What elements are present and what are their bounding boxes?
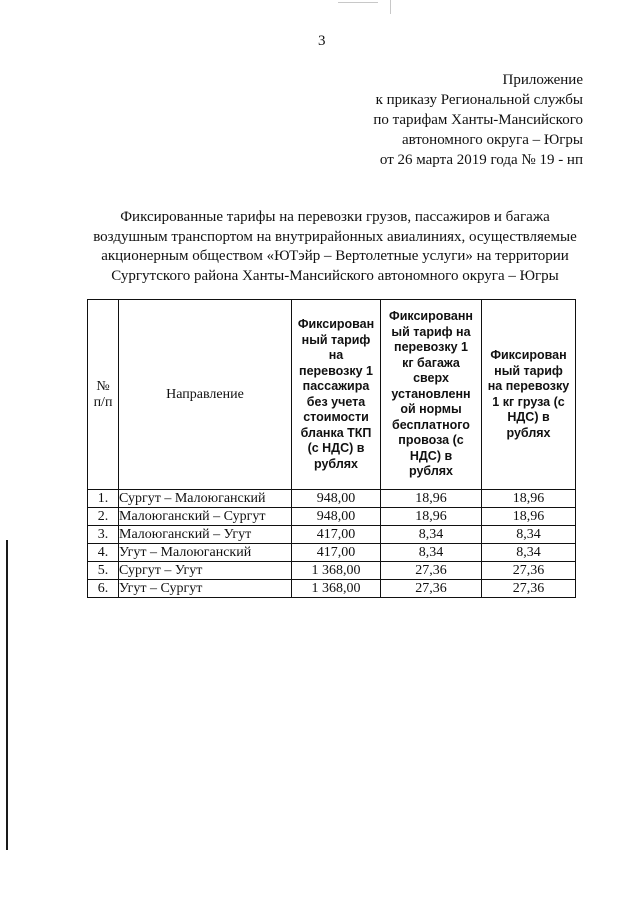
appendix-line: по тарифам Ханты-Мансийского [373,112,583,128]
header-line: рублях [408,464,454,479]
header-line: ный тариф [301,332,371,347]
header-line: бланка ТКП [300,425,372,440]
row-cargo-tariff: 27,36 [482,580,576,598]
header-line: (с НДС) в [307,441,365,455]
table-row [88,580,576,598]
header-line: сверх [413,371,449,386]
row-passenger-tariff: 417,00 [292,544,381,562]
header-line: Фиксированн [389,309,473,324]
title-line: акционерным обществом «ЮТэйр – Вертолетные услуги» на территории [101,248,569,264]
header-line: на [328,348,344,362]
header-line: перевозку 1 [394,340,468,355]
header-line: рублях [313,456,359,471]
row-cargo-tariff: 18,96 [482,490,576,508]
header-line: установленн [391,386,471,401]
scan-edge-bar [6,540,8,850]
appendix-line: Приложение [502,72,583,88]
header-line: кг багажа [402,355,460,370]
row-baggage-tariff: 18,96 [381,508,482,526]
tariffs-table [87,299,576,598]
row-direction: Сургут – Малоюганский [119,490,292,508]
row-direction: Угут – Малоюганский [119,544,292,562]
title-line: Сургутского района Ханты-Мансийского автономного округа – Югры [111,267,559,284]
header-line: НДС) в [409,448,453,463]
header-direction: Направление [119,300,292,490]
row-cargo-tariff: 18,96 [482,508,576,526]
header-line: Фиксирован [297,317,375,331]
row-passenger-tariff: 417,00 [292,526,381,544]
header-line: ой нормы [400,402,462,417]
header-cargo-tariff [482,300,576,490]
row-number: 3. [88,526,119,544]
row-number: 1. [88,490,119,508]
header-line: пассажира [302,379,370,393]
header-line: перевозку 1 [299,363,373,378]
row-baggage-tariff: 18,96 [381,490,482,508]
table-row [88,508,576,526]
title-line: воздушным транспортом на внутрирайонных авиалиниях, осуществляемые [93,228,577,245]
appendix-line: от 26 марта 2019 года № 19 - нп [379,152,583,168]
table-row [88,490,576,508]
header-line: бесплатного [392,417,470,432]
row-number: 6. [88,580,119,598]
header-line: ный тариф [494,363,563,378]
header-line: п/п [93,394,113,410]
row-direction: Малоюганский – Сургут [119,508,292,526]
scan-artifact [338,2,378,3]
row-number: 2. [88,508,119,526]
header-line: ый тариф на [391,324,471,339]
header-line: провоза (с [398,433,464,448]
row-passenger-tariff: 948,00 [292,508,381,526]
table-row [88,544,576,562]
header-line: 1 кг груза (с [492,394,565,409]
row-cargo-tariff: 8,34 [482,526,576,544]
header-baggage-tariff [381,300,482,490]
table-row [88,526,576,544]
row-direction: Малоюганский – Угут [119,526,292,544]
header-passenger-tariff [292,300,381,490]
header-line: рублях [506,425,551,440]
header-line: № [96,379,110,394]
row-cargo-tariff: 8,34 [482,544,576,562]
row-baggage-tariff: 27,36 [381,562,482,580]
header-line: на перевозку [487,379,570,393]
header-line: стоимости [303,410,369,424]
row-cargo-tariff: 27,36 [482,562,576,580]
header-num [88,300,119,490]
row-passenger-tariff: 1 368,00 [292,580,381,598]
header-line: НДС) в [507,410,550,424]
row-baggage-tariff: 8,34 [381,526,482,544]
row-direction: Угут – Сургут [119,580,292,598]
row-direction: Сургут – Угут [119,562,292,580]
scan-artifact [390,0,391,14]
document-title [80,208,590,286]
row-baggage-tariff: 27,36 [381,580,482,598]
table-row [88,562,576,580]
row-baggage-tariff: 8,34 [381,544,482,562]
appendix-line: к приказу Региональной службы [375,92,583,108]
title-line: Фиксированные тарифы на перевозки грузов, пассажиров и багажа [120,209,550,225]
header-line: Фиксирован [490,348,567,362]
table-header-row [88,300,576,490]
appendix-block [303,70,583,170]
row-number: 5. [88,562,119,580]
row-passenger-tariff: 948,00 [292,490,381,508]
row-passenger-tariff: 1 368,00 [292,562,381,580]
page-number: 3 [318,33,326,49]
header-line: без учета [306,394,366,409]
appendix-line: автономного округа – Югры [401,132,583,148]
row-number: 4. [88,544,119,562]
